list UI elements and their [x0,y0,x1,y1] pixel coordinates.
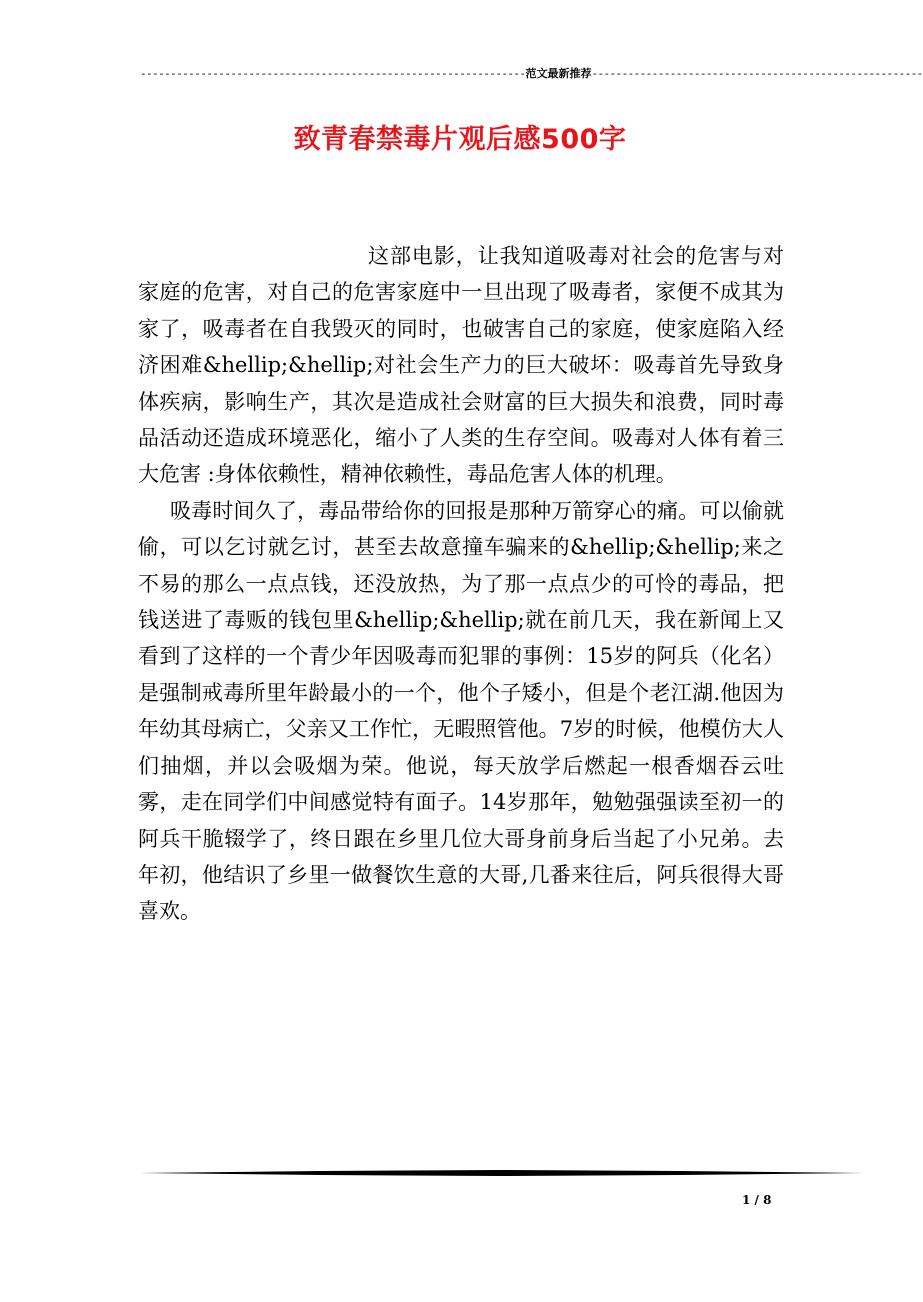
document-body [138,238,784,930]
header-dashes-right: ------------------------------------------------------- [591,67,923,80]
footer-divider [140,1168,864,1178]
header-banner [140,66,923,82]
body-paragraph-2: 吸毒时间久了，毒品带给你的回报是那种万箭穿心的痛。可以偷就偷，可以乞讨就乞讨，甚至去故意撞车骗来的&hellip;&hellip;来之不易的那么一点点钱，还没放热，为了那一点点少的可怜的毒品，把钱送进了毒贩的钱包里&hellip;&hellip;就在前几天，我在新闻上又看到了这样的一个青少年因吸毒而犯罪的事例：15岁的阿兵（化名）是强制戒毒所里年龄最小的一个，他个子矮小，但是个老江湖.他因为年幼其母病亡，父亲又工作忙，无暇照管他。7岁的时候，他模仿大人们抽烟，并以会吸烟为荣。他说，每天放学后燃起一根香烟吞云吐雾，走在同学们中间感觉特有面子。14岁那年，勉勉强强读至初一的阿兵干脆辍学了，终日跟在乡里几位大哥身前身后当起了小兄弟。去年初，他结识了乡里一做餐饮生意的大哥,几番来往后，阿兵很得大哥喜欢。 [138,498,784,924]
document-title: 致青春禁毒片观后感500字 [293,124,627,155]
header-dashes-left: ---------------------------------------------------------------- [140,67,526,80]
body-paragraph-1: 这部电影，让我知道吸毒对社会的危害与对家庭的危害，对自己的危害家庭中一旦出现了吸毒者，家便不成其为家了，吸毒者在自我毁灭的同时，也破害自己的家庭，使家庭陷入经济困难&hellip;&hellip;对社会生产力的巨大破坏：吸毒首先导致身体疾病，影响生产，其次是造成社会财富的巨大损失和浪费，同时毒品活动还造成环境恶化，缩小了人类的生存空间。吸毒对人体有着三大危害 :身体依赖性，精神依赖性，毒品危害人体的机理。 [138,244,784,487]
header-label: 范文最新推荐 [525,67,592,80]
page-number: 1 / 8 [742,1193,772,1207]
